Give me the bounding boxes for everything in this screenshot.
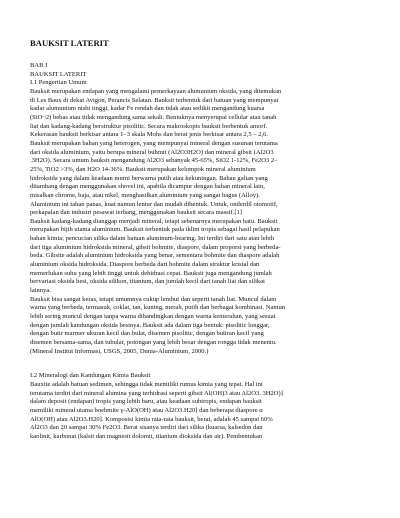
paragraph-line: (Mineral Institut Informasi, USGS, 2005, Dunia-Aluminium, 2000.)	[30, 347, 209, 355]
paragraph-line: kadar alumunium nisbi tinggi, kadar Fe rendah dan tidak atau sedikit mengandung kuarsa	[30, 105, 265, 113]
document-page	[30, 38, 374, 442]
document-title: BAUKSIT LATERIT	[30, 38, 109, 48]
section-2-body	[30, 381, 374, 442]
paragraph-line: dengan jumlah kandungan oksida besinya. Bauksit ada dalam tiga bentuk: pisolitic longgar,	[30, 321, 270, 329]
section-heading: I.2 Mineralogi dan Kandungan Kimia Bauksit	[30, 372, 151, 380]
paragraph-line: dari tiga aluminium hidroksida mineral, gibsit bohmite, diaspore, dalam proporsi yang berbeda-	[30, 243, 281, 251]
chapter-label: BAB I	[30, 62, 48, 69]
paragraph-line: disemen bersama-sama, dan tubular, potongan yang lebih besar dengan rongga tidak menentu.	[30, 339, 277, 346]
paragraph-line: lainnya.	[30, 287, 51, 295]
paragraph-line: Al2O3 dan 20 sampai 30% Fe2O3. Berat sisanya terdiri dari silika (kuarsa, kalsedon dan	[30, 424, 263, 432]
paragraph-line: ditambang dengan menggunakan shovel ini, apabila dicampur dengan bahan mineral lain,	[30, 183, 265, 191]
paragraph-line: (SiO~2) bebas atau tidak mengandung sama sekali. Bentuknya menyerupai cellular atau tanah	[30, 113, 277, 121]
paragraph-line: Bauksit merupakan bahan yang heterogen, yang mempunyai mineral dengan susunan terutama	[30, 139, 278, 147]
paragraph-line: dalam deposit (endapan) tropis yang lebih baru, atau keadaan subtropis, endapan bauksit	[30, 398, 262, 406]
paragraph-line: .3H2O). Secara umum bauksit mengandung Al2O3 sebanyak 45-65%, SiO2 1-12%, Fe2O3 2-	[30, 157, 277, 165]
paragraph-line: liat dan kadang-kadang berstruktur pisolitic. Secara makroskopis bauksit berbentuk amorf.	[30, 122, 268, 130]
paragraph-line: Kekerasan bauksit berkisar antara 1–3 skala Mohs dan berat jenis berkisar antara 2,5 – 2,6.	[30, 131, 268, 139]
paragraph-line: AlO(OH) atau Al2O3.H20]. Komposisi kimia rata-rata bauksit, berat, adalah 45 sampai 60%	[30, 415, 273, 423]
paragraph-line: lebih sering muncul dengan tanpa warna dibandingkan dengan warna kemerahan, yang sesuai	[30, 313, 276, 321]
paragraph-line: bahan kimia; pencucian silika dalam batuan aluminum-bearing. Ini terdiri dari satu atau lebih	[30, 235, 275, 243]
paragraph-line: merupakan bijih utama aluminium. Bauksit terbentuk pada iklim tropis sebagai hasil pelapukan	[30, 226, 280, 234]
paragraph-line: Bauksit merupakan endapan yang mengalami pemerkayaan alumunium oksida, yang ditemukan	[30, 87, 282, 95]
paragraph-line: beda. Gibsite adalah aluminium hidroksida yang benar, sementara bohmite dan diaspore adalah	[30, 252, 280, 260]
paragraph-line: terutama terdiri dari mineral alumina yang terhidrasi seperti gibsit Al(OH)3 atau Al2O3. 3H2O)]	[30, 389, 283, 397]
paragraph-line: Bauxite adalah batuan sedimen, sehingga tidak memiliki rumus kimia yang tepat. Hal ini	[30, 380, 263, 388]
paragraph-line: Bauksit kadang-kadang dianggap menjadi mineral, tetapi sebenarnya merupakan batu. Bauksit	[30, 217, 278, 225]
paragraph-line: hidroksida yang dalam keadaan murni berwarna putih atau kekuningan. Bahan galian yang	[30, 174, 268, 182]
section-spacer	[30, 356, 374, 372]
paragraph-line: misalkan chrome, baja, atau nikel, menghasilkan aluminium yang sangat bagus (Alloy).	[30, 191, 260, 199]
paragraph-line: kaolinit, karbonat (kalsit dan magnesit dolomit, titanium dioksida dan air). Pembentukan	[30, 432, 263, 440]
paragraph-line: bervariasi oksida besi, oksida silikon, titanium, dan jumlah kecil dari tanah liat dan silikat	[30, 278, 265, 286]
paragraph-line: dari oksida aluminium, yaitu berupa mineral buhmit (Al2O3H2O) dan mineral gibsit (Al2O3	[30, 148, 274, 156]
paragraph-line: memiliki mineral utama boehmite γ-AlO(OH) atau Al2O3.H20] dan beberapa diaspore α	[30, 406, 263, 414]
section-heading: I.1 Pengertian Umum	[30, 79, 87, 87]
paragraph-line: di Les Baux di dekat Avigon, Perancis Selatan. Bauksit terbentuk dari batuan yang mempunyai	[30, 96, 279, 104]
chapter-title: BAUKSIT LATERIT	[30, 70, 87, 78]
paragraph-line: aluminium oksida hidroksida. Diaspore berbeda dari bohmite dalam struktur kristal dan	[30, 261, 260, 269]
paragraph-line: Aluminium ini tahan panas, kuat namun lentur dan mudah dibentuk. Untuk, onderdil otomotif,	[30, 200, 278, 208]
section-1-body	[30, 88, 374, 356]
paragraph-line: dengan butir marmer ukuran kecil dan bulat, disemen pisolitic, dengan butiran kecil yang	[30, 330, 264, 338]
paragraph-line: 25%, TiO2 >3%, dan H2O 14-36%. Bauksit merupakan kelompok mineral aluminium	[30, 165, 256, 173]
paragraph-line: Bauksit bisa sangat keras, tetapi umumnya cukup lembut dan seperti tanah liat. Muncul dalam	[30, 295, 277, 303]
paragraph-line: perkapalan dan industri pesawat terbang, menggunakan bauksit secara massif.[1]	[30, 209, 242, 217]
paragraph-line: warna yang berbeda, termasuk, coklat, tan, kuning, merah, putih dan berbagai kombinasi. Namun	[30, 304, 286, 312]
paragraph-line: memerlukan suhu yang lebih tinggi untuk dehidrasi cepat. Bauksit juga mengandung jumlah	[30, 269, 272, 277]
